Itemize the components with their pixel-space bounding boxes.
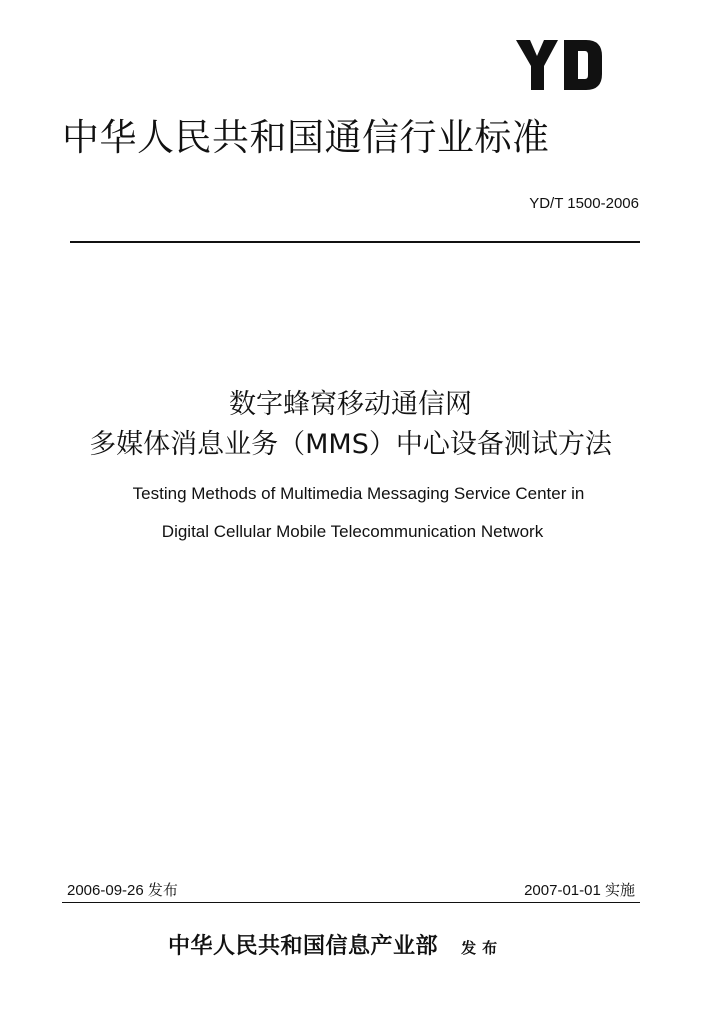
issue-date: 2006-09-26 发布 — [67, 882, 178, 899]
title-zh-line-2: 多媒体消息业务（MMS）中心设备测试方法 — [89, 429, 612, 460]
title-en-line-1: Testing Methods of Multimedia Messaging Service Center in — [132, 484, 585, 503]
standard-category-title: 中华人民共和国通信行业标准 — [62, 116, 550, 159]
standard-code: YD/T 1500-2006 — [529, 195, 639, 212]
title-zh-line-1: 数字蜂窝移动通信网 — [229, 389, 472, 420]
footer-divider — [62, 902, 640, 903]
implementation-date: 2007-01-01 实施 — [524, 882, 635, 899]
publisher-name: 中华人民共和国信息产业部 — [168, 933, 439, 959]
publish-action: 发布 — [461, 939, 504, 957]
publisher-line — [168, 929, 503, 963]
dates-row — [67, 880, 635, 902]
header-divider — [70, 241, 640, 243]
title-en-line-2: Digital Cellular Mobile Telecommunication Network — [161, 522, 544, 541]
yd-logo — [516, 40, 602, 90]
